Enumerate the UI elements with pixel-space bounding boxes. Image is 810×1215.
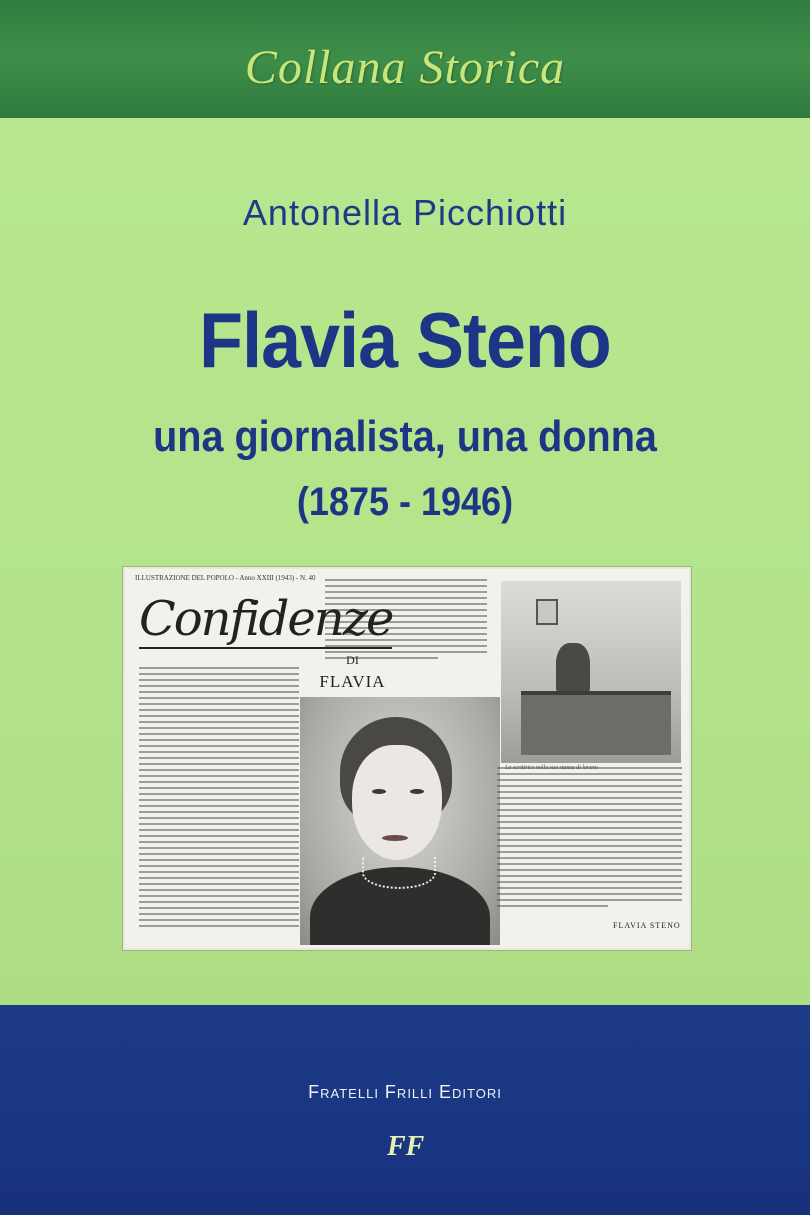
book-subtitle: una giornalista, una donna [153, 412, 657, 461]
book-title: Flavia Steno [199, 296, 611, 384]
clipping-headline: Confidenze [139, 591, 393, 647]
author-name: Antonella Picchiotti [242, 192, 568, 233]
byline-prefix: DI [346, 653, 359, 667]
publisher-logo-icon [387, 1130, 423, 1164]
publisher-name: Fratelli Frilli Editori [308, 1082, 502, 1102]
newspaper-clipping [123, 567, 691, 950]
desk-photo [501, 581, 681, 763]
publisher-band [0, 1005, 810, 1215]
portrait-photo [300, 697, 500, 945]
series-title: Collana Storica [244, 41, 566, 94]
clipping-text-column-right [497, 767, 682, 911]
clipping-header: ILLUSTRAZIONE DEL POPOLO - Anno XXIII (1943) - N. 40 [135, 574, 316, 582]
publisher-logo-letters: FF [387, 1131, 425, 1162]
book-dates: (1875 - 1946) [296, 480, 514, 524]
clipping-text-column-left [139, 667, 299, 931]
clipping-signature: FLAVIA STENO [613, 921, 681, 930]
byline-name: FLAVIA [319, 672, 386, 691]
